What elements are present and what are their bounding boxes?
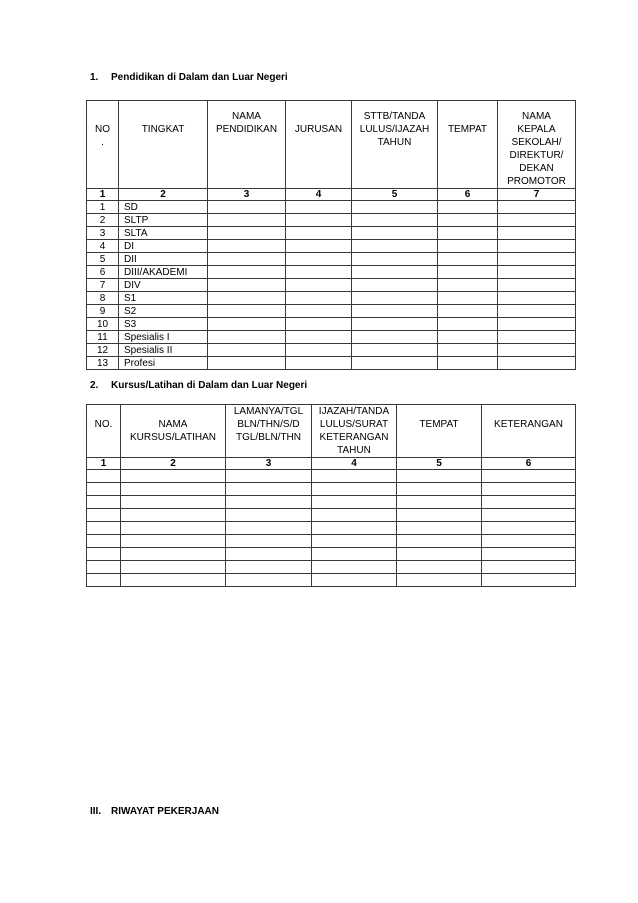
empty-cell	[498, 357, 576, 370]
header-line: BLN/THN/S/D	[237, 419, 300, 430]
education-level: SD	[119, 201, 208, 214]
row-number: 4	[87, 240, 119, 253]
header-line: SEKOLAH/	[511, 137, 562, 148]
empty-cell	[208, 318, 286, 331]
empty-cell	[482, 470, 576, 483]
row-number: 1	[87, 201, 119, 214]
table-row	[87, 227, 576, 240]
empty-cell	[286, 279, 352, 292]
header-line: LULUS/IJAZAH	[359, 124, 430, 135]
table-row	[87, 292, 576, 305]
row-number: 10	[87, 318, 119, 331]
education-level: DIV	[119, 279, 208, 292]
empty-cell	[226, 470, 312, 483]
empty-cell	[208, 331, 286, 344]
empty-cell	[87, 509, 121, 522]
table-row	[87, 214, 576, 227]
empty-cell	[482, 535, 576, 548]
section-3-heading	[90, 806, 219, 818]
empty-cell	[438, 344, 498, 357]
empty-cell	[208, 253, 286, 266]
empty-cell	[438, 227, 498, 240]
column-number: 2	[121, 458, 226, 470]
row-number: 5	[87, 253, 119, 266]
empty-cell	[312, 496, 397, 509]
header-line: TAHUN	[377, 137, 412, 148]
section-title: RIWAYAT PEKERJAAN	[111, 806, 219, 817]
empty-cell	[226, 548, 312, 561]
empty-cell	[397, 561, 482, 574]
empty-cell	[352, 344, 438, 357]
empty-cell	[208, 214, 286, 227]
empty-cell	[226, 509, 312, 522]
empty-cell	[498, 253, 576, 266]
empty-cell	[438, 253, 498, 266]
table-row	[87, 305, 576, 318]
education-table	[86, 100, 576, 370]
empty-cell	[498, 331, 576, 344]
empty-cell	[482, 522, 576, 535]
training-table	[86, 404, 576, 587]
education-level: DIII/AKADEMI	[119, 266, 208, 279]
empty-cell	[482, 483, 576, 496]
empty-cell	[208, 357, 286, 370]
row-number: 3	[87, 227, 119, 240]
empty-cell	[438, 292, 498, 305]
row-number: 7	[87, 279, 119, 292]
education-level: S1	[119, 292, 208, 305]
header-line: IJAZAH/TANDA	[318, 406, 390, 417]
empty-cell	[286, 214, 352, 227]
empty-cell	[208, 266, 286, 279]
empty-cell	[352, 214, 438, 227]
empty-cell	[352, 253, 438, 266]
empty-cell	[312, 483, 397, 496]
empty-cell	[352, 266, 438, 279]
column-number: 2	[119, 189, 208, 201]
header-line: KETERANGAN	[494, 419, 563, 430]
empty-cell	[482, 496, 576, 509]
empty-cell	[121, 561, 226, 574]
empty-cell	[208, 305, 286, 318]
empty-cell	[498, 227, 576, 240]
empty-cell	[352, 227, 438, 240]
header-line: JURUSAN	[294, 124, 343, 135]
row-number: 13	[87, 357, 119, 370]
header-nama-kursus	[121, 405, 226, 458]
header-line: KURSUS/LATIHAN	[130, 432, 216, 443]
column-number-row	[87, 458, 576, 470]
header-line: NAMA	[522, 111, 551, 122]
empty-cell	[286, 240, 352, 253]
empty-cell	[226, 496, 312, 509]
header-line: NAMA	[232, 111, 261, 122]
row-number: 8	[87, 292, 119, 305]
table-row	[87, 331, 576, 344]
empty-cell	[312, 470, 397, 483]
header-nama-kepala	[498, 101, 576, 189]
empty-cell	[438, 266, 498, 279]
header-row	[87, 405, 576, 458]
empty-cell	[286, 305, 352, 318]
header-row	[87, 101, 576, 189]
empty-cell	[286, 318, 352, 331]
empty-cell	[286, 344, 352, 357]
header-line: TAHUN	[337, 445, 371, 456]
education-level: SLTA	[119, 227, 208, 240]
column-number-row	[87, 189, 576, 201]
empty-cell	[397, 548, 482, 561]
table-row	[87, 548, 576, 561]
empty-cell	[397, 470, 482, 483]
header-lamanya	[226, 405, 312, 458]
column-number: 3	[208, 189, 286, 201]
empty-cell	[208, 201, 286, 214]
row-number: 2	[87, 214, 119, 227]
header-line: TEMPAT	[419, 419, 459, 430]
header-line: DIREKTUR/	[509, 150, 564, 161]
empty-cell	[352, 292, 438, 305]
header-tempat	[438, 101, 498, 189]
empty-cell	[438, 331, 498, 344]
empty-cell	[286, 266, 352, 279]
header-line: STTB/TANDA	[363, 111, 426, 122]
table-row	[87, 574, 576, 587]
empty-cell	[352, 279, 438, 292]
empty-cell	[498, 201, 576, 214]
empty-cell	[286, 331, 352, 344]
empty-cell	[397, 496, 482, 509]
empty-cell	[208, 279, 286, 292]
education-level: Spesialis I	[119, 331, 208, 344]
empty-cell	[286, 227, 352, 240]
empty-cell	[121, 509, 226, 522]
header-line: TGL/BLN/THN	[235, 432, 301, 443]
empty-cell	[352, 318, 438, 331]
empty-cell	[286, 253, 352, 266]
header-ijazah	[312, 405, 397, 458]
section-number: 1.	[90, 72, 99, 83]
row-number: 12	[87, 344, 119, 357]
empty-cell	[121, 470, 226, 483]
header-line: KETERANGAN	[319, 432, 389, 443]
empty-cell	[498, 292, 576, 305]
empty-cell	[498, 266, 576, 279]
section-number: 2.	[90, 380, 99, 391]
empty-cell	[498, 240, 576, 253]
empty-cell	[87, 535, 121, 548]
section-title: Kursus/Latihan di Dalam dan Luar Negeri	[111, 380, 308, 391]
empty-cell	[87, 574, 121, 587]
empty-cell	[352, 201, 438, 214]
header-line: KEPALA	[517, 124, 556, 135]
table-row	[87, 357, 576, 370]
column-number: 4	[286, 189, 352, 201]
education-level: DII	[119, 253, 208, 266]
header-no	[87, 101, 119, 189]
empty-cell	[87, 470, 121, 483]
header-sttb	[352, 101, 438, 189]
education-level: SLTP	[119, 214, 208, 227]
empty-cell	[482, 574, 576, 587]
empty-cell	[208, 227, 286, 240]
empty-cell	[226, 574, 312, 587]
header-line: TINGKAT	[141, 124, 185, 135]
table-row	[87, 201, 576, 214]
empty-cell	[397, 483, 482, 496]
header-line: NAMA	[158, 419, 188, 430]
empty-cell	[121, 496, 226, 509]
empty-cell	[226, 522, 312, 535]
empty-cell	[397, 509, 482, 522]
column-number: 1	[87, 189, 119, 201]
column-number: 6	[482, 458, 576, 470]
column-number: 7	[498, 189, 576, 201]
empty-cell	[208, 292, 286, 305]
empty-cell	[121, 548, 226, 561]
row-number: 9	[87, 305, 119, 318]
empty-cell	[397, 522, 482, 535]
empty-cell	[87, 483, 121, 496]
empty-cell	[498, 305, 576, 318]
header-keterangan	[482, 405, 576, 458]
header-line: NO.	[94, 419, 113, 430]
column-number: 4	[312, 458, 397, 470]
column-number: 5	[352, 189, 438, 201]
empty-cell	[438, 279, 498, 292]
column-number: 1	[87, 458, 121, 470]
empty-cell	[438, 318, 498, 331]
empty-cell	[226, 483, 312, 496]
table-row	[87, 344, 576, 357]
section-2-heading	[90, 380, 307, 392]
header-line: .	[101, 137, 104, 148]
empty-cell	[397, 574, 482, 587]
empty-cell	[87, 496, 121, 509]
empty-cell	[312, 561, 397, 574]
empty-cell	[286, 292, 352, 305]
empty-cell	[438, 240, 498, 253]
table-row	[87, 522, 576, 535]
empty-cell	[226, 561, 312, 574]
header-line: PENDIDIKAN	[215, 124, 278, 135]
table-row	[87, 253, 576, 266]
table-row	[87, 561, 576, 574]
header-line: DEKAN	[519, 163, 554, 174]
empty-cell	[286, 357, 352, 370]
empty-cell	[352, 357, 438, 370]
table-row	[87, 509, 576, 522]
table-row	[87, 496, 576, 509]
empty-cell	[226, 535, 312, 548]
table-row	[87, 483, 576, 496]
table-row	[87, 279, 576, 292]
empty-cell	[498, 318, 576, 331]
table-row	[87, 535, 576, 548]
empty-cell	[438, 214, 498, 227]
header-nama-pendidikan	[208, 101, 286, 189]
header-tingkat	[119, 101, 208, 189]
empty-cell	[312, 535, 397, 548]
header-line: PROMOTOR	[507, 176, 566, 187]
empty-cell	[208, 240, 286, 253]
empty-cell	[438, 201, 498, 214]
education-level: S2	[119, 305, 208, 318]
section-1-heading	[90, 72, 288, 84]
empty-cell	[312, 509, 397, 522]
empty-cell	[121, 522, 226, 535]
header-line: LULUS/SURAT	[319, 419, 389, 430]
section-number: III.	[90, 806, 102, 817]
empty-cell	[498, 344, 576, 357]
empty-cell	[482, 509, 576, 522]
empty-cell	[121, 574, 226, 587]
education-level: Spesialis II	[119, 344, 208, 357]
empty-cell	[352, 331, 438, 344]
header-no	[87, 405, 121, 458]
empty-cell	[312, 548, 397, 561]
empty-cell	[498, 214, 576, 227]
empty-cell	[208, 344, 286, 357]
column-number: 5	[397, 458, 482, 470]
empty-cell	[121, 483, 226, 496]
table-row	[87, 318, 576, 331]
column-number: 3	[226, 458, 312, 470]
empty-cell	[286, 201, 352, 214]
empty-cell	[352, 305, 438, 318]
education-level: Profesi	[119, 357, 208, 370]
header-line: NO	[95, 124, 110, 135]
empty-cell	[312, 522, 397, 535]
empty-cell	[438, 305, 498, 318]
empty-cell	[482, 561, 576, 574]
empty-cell	[121, 535, 226, 548]
row-number: 6	[87, 266, 119, 279]
table-row	[87, 266, 576, 279]
empty-cell	[87, 548, 121, 561]
table-row	[87, 470, 576, 483]
empty-cell	[438, 357, 498, 370]
empty-cell	[352, 240, 438, 253]
empty-cell	[312, 574, 397, 587]
table-row	[87, 240, 576, 253]
empty-cell	[482, 548, 576, 561]
header-tempat	[397, 405, 482, 458]
column-number: 6	[438, 189, 498, 201]
header-jurusan	[286, 101, 352, 189]
empty-cell	[87, 561, 121, 574]
header-line: LAMANYA/TGL	[233, 406, 304, 417]
row-number: 11	[87, 331, 119, 344]
education-level: DI	[119, 240, 208, 253]
header-line: TEMPAT	[447, 124, 488, 135]
empty-cell	[397, 535, 482, 548]
section-title: Pendidikan di Dalam dan Luar Negeri	[111, 72, 288, 83]
empty-cell	[498, 279, 576, 292]
education-level: S3	[119, 318, 208, 331]
empty-cell	[87, 522, 121, 535]
